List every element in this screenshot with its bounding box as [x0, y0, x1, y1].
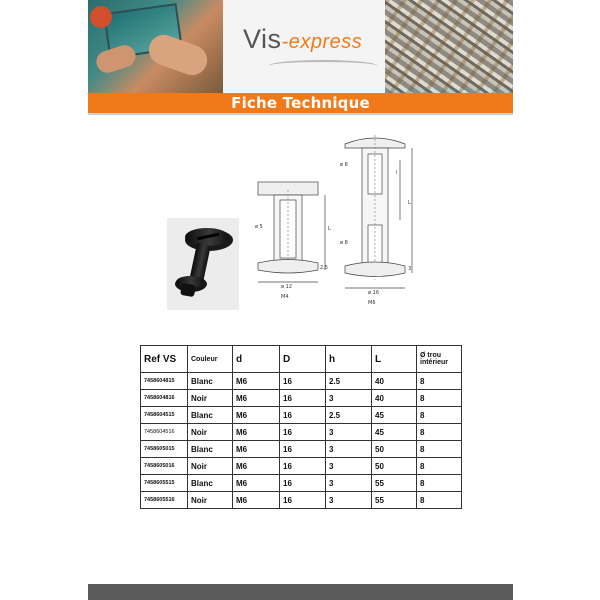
table-cell: 40	[372, 373, 417, 390]
table-cell: 7458604515	[141, 407, 188, 424]
table-cell: Noir	[188, 492, 233, 509]
table-cell: 3	[326, 492, 372, 509]
table-cell: 3	[326, 441, 372, 458]
table-cell: 45	[372, 407, 417, 424]
table-cell: 16	[280, 441, 326, 458]
screws-photo	[385, 0, 513, 93]
table-row	[141, 475, 462, 492]
table-cell: 16	[280, 458, 326, 475]
footer-bar	[88, 584, 513, 600]
table-cell: 16	[280, 390, 326, 407]
table-cell: 7458605015	[141, 441, 188, 458]
m4-head-diameter-label: ø 12	[281, 284, 293, 290]
header-ref: Ref VS	[141, 346, 188, 373]
table-cell: M6	[233, 458, 280, 475]
table-cell: 2.5	[326, 407, 372, 424]
m4-model-label: M4	[281, 294, 289, 300]
m6-head-height-label: 3	[408, 266, 412, 272]
table-cell: 8	[417, 424, 462, 441]
header-couleur: Couleur	[188, 346, 233, 373]
spec-table	[140, 345, 462, 509]
table-row	[141, 424, 462, 441]
table-cell: M6	[233, 390, 280, 407]
header-D: D	[280, 346, 326, 373]
table-row	[141, 373, 462, 390]
table-cell: 8	[417, 458, 462, 475]
table-cell: 8	[417, 390, 462, 407]
table-cell: 50	[372, 458, 417, 475]
table-cell: M6	[233, 475, 280, 492]
page-title: Fiche Technique	[231, 94, 370, 112]
header-L: L	[372, 346, 417, 373]
table-cell: Blanc	[188, 441, 233, 458]
table-cell: M6	[233, 492, 280, 509]
table-cell: Noir	[188, 424, 233, 441]
table-cell: M6	[233, 441, 280, 458]
table-cell: M6	[233, 373, 280, 390]
table-row	[141, 441, 462, 458]
table-cell: 16	[280, 492, 326, 509]
table-cell: 3	[326, 475, 372, 492]
table-cell: Blanc	[188, 407, 233, 424]
table-row	[141, 390, 462, 407]
table-cell: 8	[417, 492, 462, 509]
table-cell: 8	[417, 441, 462, 458]
table-cell: 2.5	[326, 373, 372, 390]
table-cell: 3	[326, 390, 372, 407]
brand-logo	[243, 24, 362, 55]
table-cell: 45	[372, 424, 417, 441]
table-row	[141, 492, 462, 509]
m6-model-label: M6	[368, 300, 376, 305]
table-cell: Blanc	[188, 373, 233, 390]
table-cell: 50	[372, 441, 417, 458]
title-bar	[88, 93, 513, 113]
header-d: d	[233, 346, 280, 373]
logo-swoosh	[268, 60, 378, 72]
table-row	[141, 407, 462, 424]
table-cell: 8	[417, 407, 462, 424]
header-banner	[88, 0, 513, 93]
table-cell: 7458605016	[141, 458, 188, 475]
table-cell: 16	[280, 475, 326, 492]
title-divider	[88, 113, 513, 115]
table-cell: 55	[372, 492, 417, 509]
table-cell: 40	[372, 390, 417, 407]
header-trou: Ø trou intérieur	[417, 346, 462, 373]
brand-suffix: -express	[281, 31, 363, 53]
table-cell: 7458604516	[141, 424, 188, 441]
table-cell: 16	[280, 407, 326, 424]
table-row	[141, 458, 462, 475]
table-cell: 7458605516	[141, 492, 188, 509]
m6-inner-length-label: l	[396, 170, 398, 176]
table-cell: 7458605515	[141, 475, 188, 492]
table-cell: Blanc	[188, 475, 233, 492]
table-cell: Noir	[188, 390, 233, 407]
table-cell: 8	[417, 475, 462, 492]
header-h: h	[326, 346, 372, 373]
table-cell: 55	[372, 475, 417, 492]
technical-drawing	[250, 130, 420, 305]
m4-length-label: L	[328, 226, 331, 232]
m6-bore-top-label: ø 8	[340, 162, 348, 168]
table-cell: 16	[280, 373, 326, 390]
table-cell: 3	[326, 458, 372, 475]
product-photo	[167, 218, 239, 310]
workbench-photo	[88, 0, 223, 93]
m4-bore-label: ø 5	[255, 224, 263, 230]
m6-head-diameter-label: ø 16	[368, 290, 380, 296]
table-cell: M6	[233, 407, 280, 424]
table-cell: 7458604816	[141, 390, 188, 407]
m4-head-height-label: 2,5	[320, 265, 328, 271]
brand-name: Vis	[243, 24, 282, 54]
table-header-row	[141, 346, 462, 373]
table-cell: M6	[233, 424, 280, 441]
table-cell: Noir	[188, 458, 233, 475]
table-cell: 3	[326, 424, 372, 441]
table-cell: 7458604815	[141, 373, 188, 390]
table-cell: 16	[280, 424, 326, 441]
m6-length-label: L	[408, 200, 411, 206]
m6-bore-bottom-label: ø 8	[340, 240, 348, 246]
table-cell: 8	[417, 373, 462, 390]
